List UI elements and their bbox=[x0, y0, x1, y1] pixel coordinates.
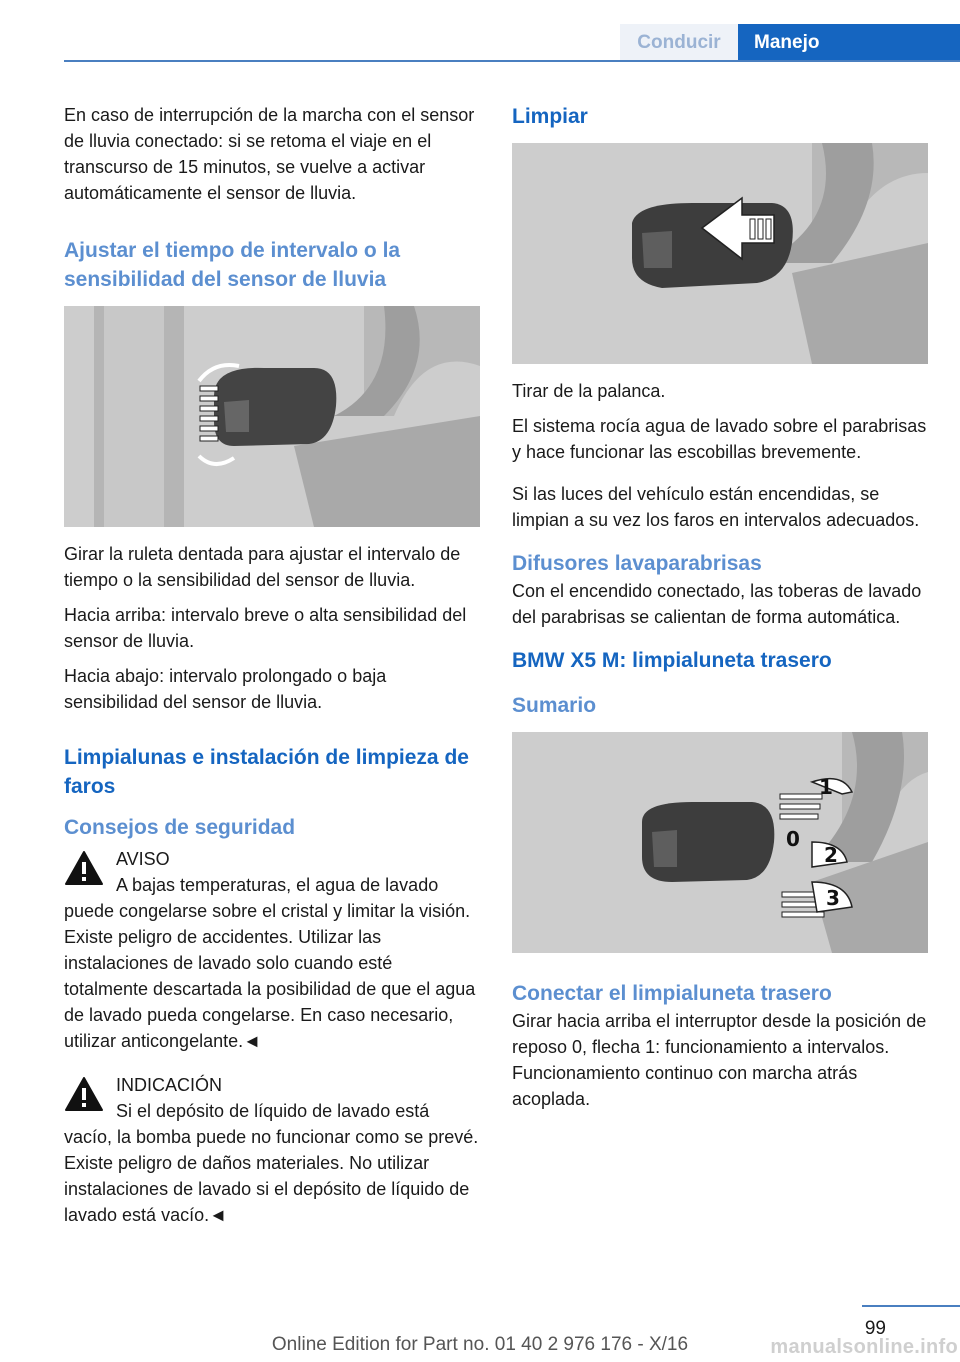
warning-aviso-first-line: A bajas temperaturas, el agua de lavado bbox=[116, 875, 439, 895]
warning-aviso bbox=[64, 846, 480, 1054]
paragraph-arriba: Hacia arriba: intervalo breve o alta sensibilidad del sensor de lluvia. bbox=[64, 605, 467, 651]
right-column bbox=[512, 102, 928, 1121]
figure-label-1: 1 bbox=[819, 775, 833, 799]
warning-triangle-icon bbox=[64, 1076, 104, 1112]
paragraph-sistema: El sistema rocía agua de lavado sobre el parabrisas y hace funcionar las escobillas brevemente. bbox=[512, 416, 927, 462]
heading-difusores: Difusores lavaparabrisas bbox=[512, 552, 762, 575]
figure-wiper-lever-pull bbox=[512, 143, 928, 364]
warning-aviso-title: AVISO bbox=[116, 849, 170, 869]
header-rule bbox=[64, 60, 960, 62]
footer-edition: Online Edition for Part no. 01 40 2 976 176 - X/16 bbox=[271, 1334, 689, 1355]
figure-rear-wiper-switch bbox=[512, 732, 928, 953]
warning-indicacion-first-line: Si el depósito de líquido de lavado está bbox=[116, 1101, 430, 1121]
warning-indicacion-title: INDICACIÓN bbox=[116, 1075, 223, 1095]
warning-indicacion-body bbox=[64, 1098, 480, 1228]
heading-consejos: Consejos de seguridad bbox=[64, 816, 296, 839]
warning-indicacion-rest: vacío, la bomba puede no funcionar como se prevé. Existe peligro de daños materiales. No utilizar instalaciones de lavado si el depósito de líquido de lavado está vacío.◄ bbox=[64, 1127, 479, 1225]
tab-conducir[interactable]: Conducir bbox=[620, 24, 738, 62]
paragraph-abajo: Hacia abajo: intervalo prolongado o baja sensibilidad del sensor de lluvia. bbox=[64, 666, 387, 712]
heading-interval: Ajustar el tiempo de intervalo o la sensibilidad del sensor de lluvia bbox=[64, 239, 401, 291]
heading-limpialunas: Limpialunas e instalación de limpieza de faros bbox=[64, 746, 469, 798]
warning-triangle-icon bbox=[64, 850, 104, 886]
paragraph-luces: Si las luces del vehículo están encendidas, se limpian a su vez los faros en intervalos adecuados. bbox=[512, 484, 920, 530]
figure-label-0: 0 bbox=[786, 827, 800, 851]
heading-limpiar: Limpiar bbox=[512, 105, 588, 128]
paragraph-conectar: Girar hacia arriba el interruptor desde la posición de reposo 0, flecha 1: funcionamiento a intervalos. Funcionamiento continuo con marcha atrás acoplada. bbox=[512, 1011, 927, 1109]
tab-manejo[interactable]: Manejo bbox=[738, 24, 960, 62]
figure-label-2: 2 bbox=[824, 843, 838, 867]
figure-label-3: 3 bbox=[826, 886, 840, 910]
watermark: manualsonline.info bbox=[770, 1336, 958, 1358]
footer-rule bbox=[862, 1305, 960, 1307]
warning-aviso-body bbox=[64, 872, 480, 1054]
heading-conectar: Conectar el limpialuneta trasero bbox=[512, 982, 832, 1005]
warning-indicacion bbox=[64, 1072, 480, 1228]
heading-sumario: Sumario bbox=[512, 694, 597, 717]
warning-aviso-rest: puede congelarse sobre el cristal y limitar la visión. Existe peligro de accidentes. Utilizar las instalaciones de lavado solo cuando esté totalmente descartada la posibilidad de que el agua de lavado pueda congelarse. En caso necesario, utilizar anticongelante.◄ bbox=[64, 901, 476, 1051]
paragraph-difusores: Con el encendido conectado, las toberas de lavado del parabrisas se calientan de forma automática. bbox=[512, 581, 922, 627]
left-column bbox=[64, 102, 480, 1237]
figure-rain-sensor-wheel bbox=[64, 306, 480, 527]
paragraph-girar: Girar la ruleta dentada para ajustar el intervalo de tiempo o la sensibilidad del sensor de lluvia. bbox=[64, 544, 461, 590]
paragraph-tirar: Tirar de la palanca. bbox=[512, 381, 666, 401]
page-number: 99 bbox=[864, 1318, 886, 1339]
heading-x5m: BMW X5 M: limpialuneta trasero bbox=[512, 649, 832, 672]
intro-paragraph: En caso de interrupción de la marcha con el sensor de lluvia conectado: si se retoma el viaje en el transcurso de 15 minutos, se vuelve a activar automáticamente el sensor de lluvia. bbox=[64, 105, 475, 203]
